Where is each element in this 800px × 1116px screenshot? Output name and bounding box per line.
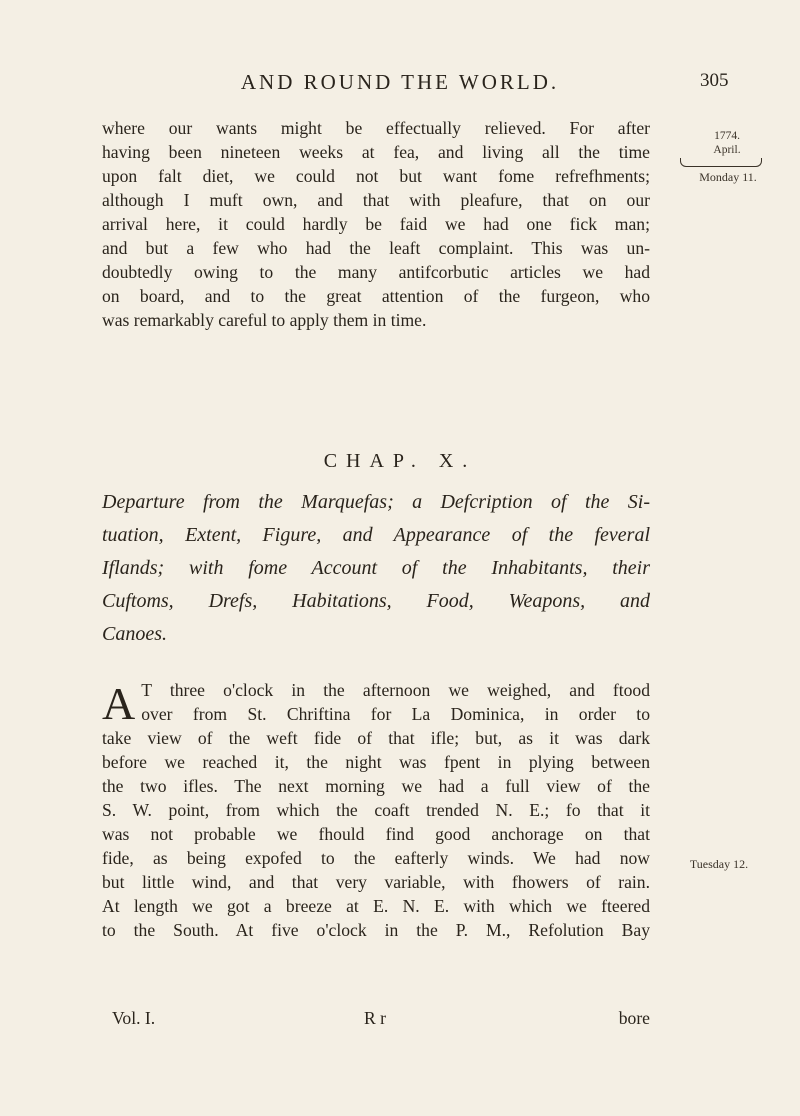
margin-note-day-tuesday: Tuesday 12. <box>689 857 749 871</box>
signature-mark: R r <box>364 1008 386 1028</box>
volume-mark: Vol. I. <box>112 1008 156 1028</box>
paragraph-opening <box>102 678 650 942</box>
chapter-heading: CHAP. X. <box>323 450 477 472</box>
text-line: S. W. point, from which the coaft trended N. E.; fo that it <box>102 800 650 820</box>
running-title: AND ROUND THE WORLD. <box>240 70 560 94</box>
text-line: At length we got a breeze at E. N. E. with which we fteered <box>102 896 650 916</box>
page-number: 305 <box>700 70 729 91</box>
margin-brace <box>680 158 762 167</box>
text-line: was not probable we fhould find good anchorage on that <box>102 824 650 844</box>
catchword: bore <box>618 1008 650 1028</box>
summary-line: tuation, Extent, Figure, and Appearance of the feveral <box>102 524 650 546</box>
text-line: take view of the weft fide of that ifle; but, as it was dark <box>102 728 650 748</box>
text-line: fide, as being expofed to the eafterly winds. We had now <box>102 848 650 868</box>
margin-note-month: April. <box>713 144 741 156</box>
chapter-summary <box>102 486 650 651</box>
text-line: was remarkably careful to apply them in time. <box>102 310 427 330</box>
text-line: although I muft own, and that with pleafure, that on our <box>102 190 650 210</box>
text-line: and but a few who had the leaft complaint. This was un- <box>102 238 650 258</box>
text-line: but little wind, and that very variable, with fhowers of rain. <box>102 872 650 892</box>
text-line: on board, and to the great attention of the furgeon, who <box>102 286 650 306</box>
summary-line: Canoes. <box>102 623 167 645</box>
text-line: doubtedly owing to the many antifcorbutic articles we had <box>102 262 650 282</box>
text-line: before we reached it, the night was fpent in plying between <box>102 752 650 772</box>
text-line: the two ifles. The next morning we had a full view of the <box>102 776 650 796</box>
margin-note-year: 1774. <box>714 130 740 142</box>
text-line: where our wants might be effectually relieved. For after <box>102 118 650 138</box>
text-line: arrival here, it could hardly be faid we had one fick man; <box>102 214 650 234</box>
paragraph-continued <box>102 116 650 332</box>
margin-note-day-monday: Monday 11. <box>699 170 757 184</box>
summary-line: Departure from the Marquefas; a Defcription of the Si- <box>102 491 650 513</box>
text-line: upon falt diet, we could not but want fome refrefhments; <box>102 166 650 186</box>
summary-line: Iflands; with fome Account of the Inhabitants, their <box>102 557 650 579</box>
summary-line: Cuftoms, Drefs, Habitations, Food, Weapons, and <box>102 590 650 612</box>
drop-cap: A <box>102 678 136 729</box>
text-line: to the South. At five o'clock in the P. M., Refolution Bay <box>102 920 650 940</box>
text-line: T three o'clock in the afternoon we weighed, and ftood <box>141 680 650 700</box>
text-line: over from St. Chriftina for La Dominica, in order to <box>141 704 650 724</box>
text-line: having been nineteen weeks at fea, and living all the time <box>102 142 650 162</box>
